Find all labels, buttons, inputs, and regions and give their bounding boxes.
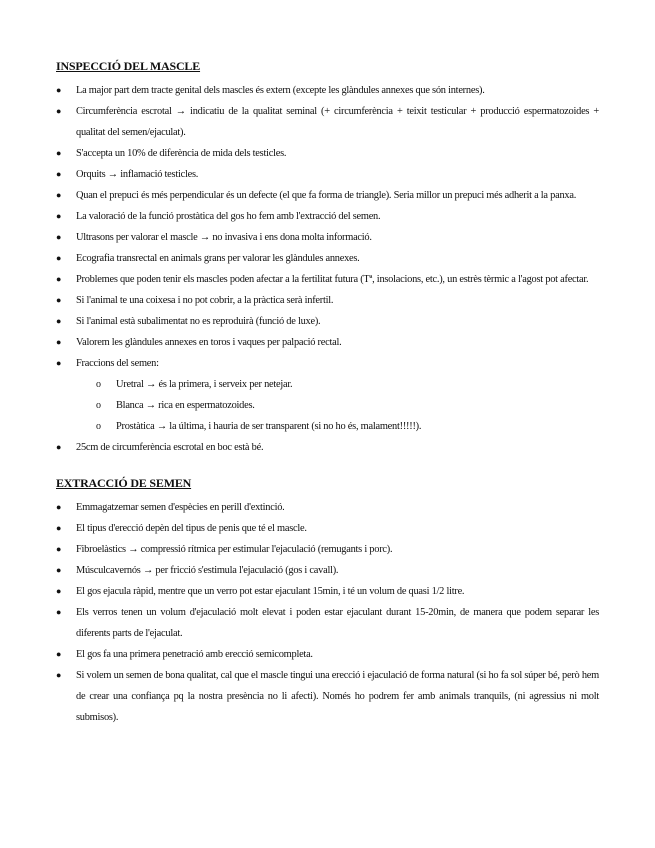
bullet-icon: ● [56,148,62,158]
circle-bullet-icon: o [96,421,101,432]
bullet-icon: ● [56,565,62,575]
bullet-icon: ● [56,169,62,179]
bullet-icon: ● [56,211,62,221]
list-item: ● S'accepta un 10% de diferència de mida dels testicles. [56,143,599,164]
sublist-item: o Blanca → rica en espermatozoides. [96,395,599,416]
bullet-icon: ● [56,85,62,95]
list-item: ● El gos ejacula ràpid, mentre que un verro pot estar ejaculant 15min, i té un volum de quasi 1/2 litre. [56,581,599,602]
circle-bullet-icon: o [96,379,101,390]
inspeccio-list [56,80,599,458]
bullet-icon: ● [56,295,62,305]
sublist-item: o Uretral → és la primera, i serveix per netejar. [96,374,599,395]
list-item: ● Els verros tenen un volum d'ejaculació molt elevat i poden estar ejaculant durant 15-20min, de manera que podem separar les diferents parts de l'ejaculat. [56,602,599,644]
list-item: ● Ecografia transrectal en animals grans per valorar les glàndules annexes. [56,248,599,269]
list-item: ● El gos fa una primera penetració amb erecció semicompleta. [56,644,599,665]
list-item: ● Ultrasons per valorar el mascle → no invasiva i ens dona molta informació. [56,227,599,248]
list-item-fraccions: ● Fraccions del semen: o Uretral → és la primera, i serveix per netejar. o Blanca → rica en espermatozoides. o Prostàtica → la última, i hauria de ser transparent (si no ho és, malament!!!!!). [56,353,599,437]
list-item: ● La valoració de la funció prostàtica del gos ho fem amb l'extracció del semen. [56,206,599,227]
list-item: ● Músculcavernós → per fricció s'estimula l'ejaculació (gos i cavall). [56,560,599,581]
document-page [56,58,599,728]
bullet-icon: ● [56,190,62,200]
list-item: ● 25cm de circumferència escrotal en boc està bé. [56,437,599,458]
bullet-icon: ● [56,337,62,347]
bullet-icon: ● [56,253,62,263]
list-item: ● Quan el prepuci és més perpendicular és un defecte (el que fa forma de triangle). Seria millor un prepuci més adherit a la panxa. [56,185,599,206]
bullet-icon: ● [56,358,62,368]
list-item: ● Valorem les glàndules annexes en toros i vaques per palpació rectal. [56,332,599,353]
sublist-item: o Prostàtica → la última, i hauria de ser transparent (si no ho és, malament!!!!!). [96,416,599,437]
section-heading-inspeccio: INSPECCIÓ DEL MASCLE [56,59,201,73]
bullet-icon: ● [56,670,62,680]
bullet-icon: ● [56,544,62,554]
list-item: ● Fibroelàstics → compressió rítmica per estimular l'ejaculació (remugants i porc). [56,539,599,560]
bullet-icon: ● [56,232,62,242]
list-item: ● Emmagatzemar semen d'espècies en perill d'extinció. [56,497,599,518]
circle-bullet-icon: o [96,400,101,411]
fraccions-sublist [76,374,599,437]
bullet-icon: ● [56,586,62,596]
bullet-icon: ● [56,502,62,512]
list-item: ● La major part dem tracte genital dels mascles és extern (excepte les glàndules annexes que són internes). [56,80,599,101]
bullet-icon: ● [56,106,62,116]
list-item: ● Si l'animal està subalimentat no es reproduirà (funció de luxe). [56,311,599,332]
bullet-icon: ● [56,607,62,617]
list-item: ● Orquits → inflamació testicles. [56,164,599,185]
extraccio-list [56,497,599,728]
list-item: ● El tipus d'erecció depèn del tipus de penis que té el mascle. [56,518,599,539]
list-item: ● Si volem un semen de bona qualitat, cal que el mascle tingui una erecció i ejaculació de forma natural (si ho fa sol súper bé, però hem de crear una confiança pq la nostra presència no li afecti). Només ho podrem fer amb animals tranquils, (ni agressius ni molt submisos). [56,665,599,728]
list-item: ● Circumferència escrotal → indicatiu de la qualitat seminal (+ circumferència + teixit testicular + producció espermatozoides + qualitat del semen/ejaculat). [56,101,599,143]
bullet-icon: ● [56,316,62,326]
section-heading-extraccio: EXTRACCIÓ DE SEMEN [56,476,192,490]
bullet-icon: ● [56,523,62,533]
list-item: ● Si l'animal te una coixesa i no pot cobrir, a la pràctica serà infertil. [56,290,599,311]
bullet-icon: ● [56,274,62,284]
bullet-icon: ● [56,649,62,659]
bullet-icon: ● [56,442,62,452]
list-item: ● Problemes que poden tenir els mascles poden afectar a la fertilitat futura (Tª, insolacions, etc.), un estrès tèrmic a l'agost pot afectar. [56,269,599,290]
